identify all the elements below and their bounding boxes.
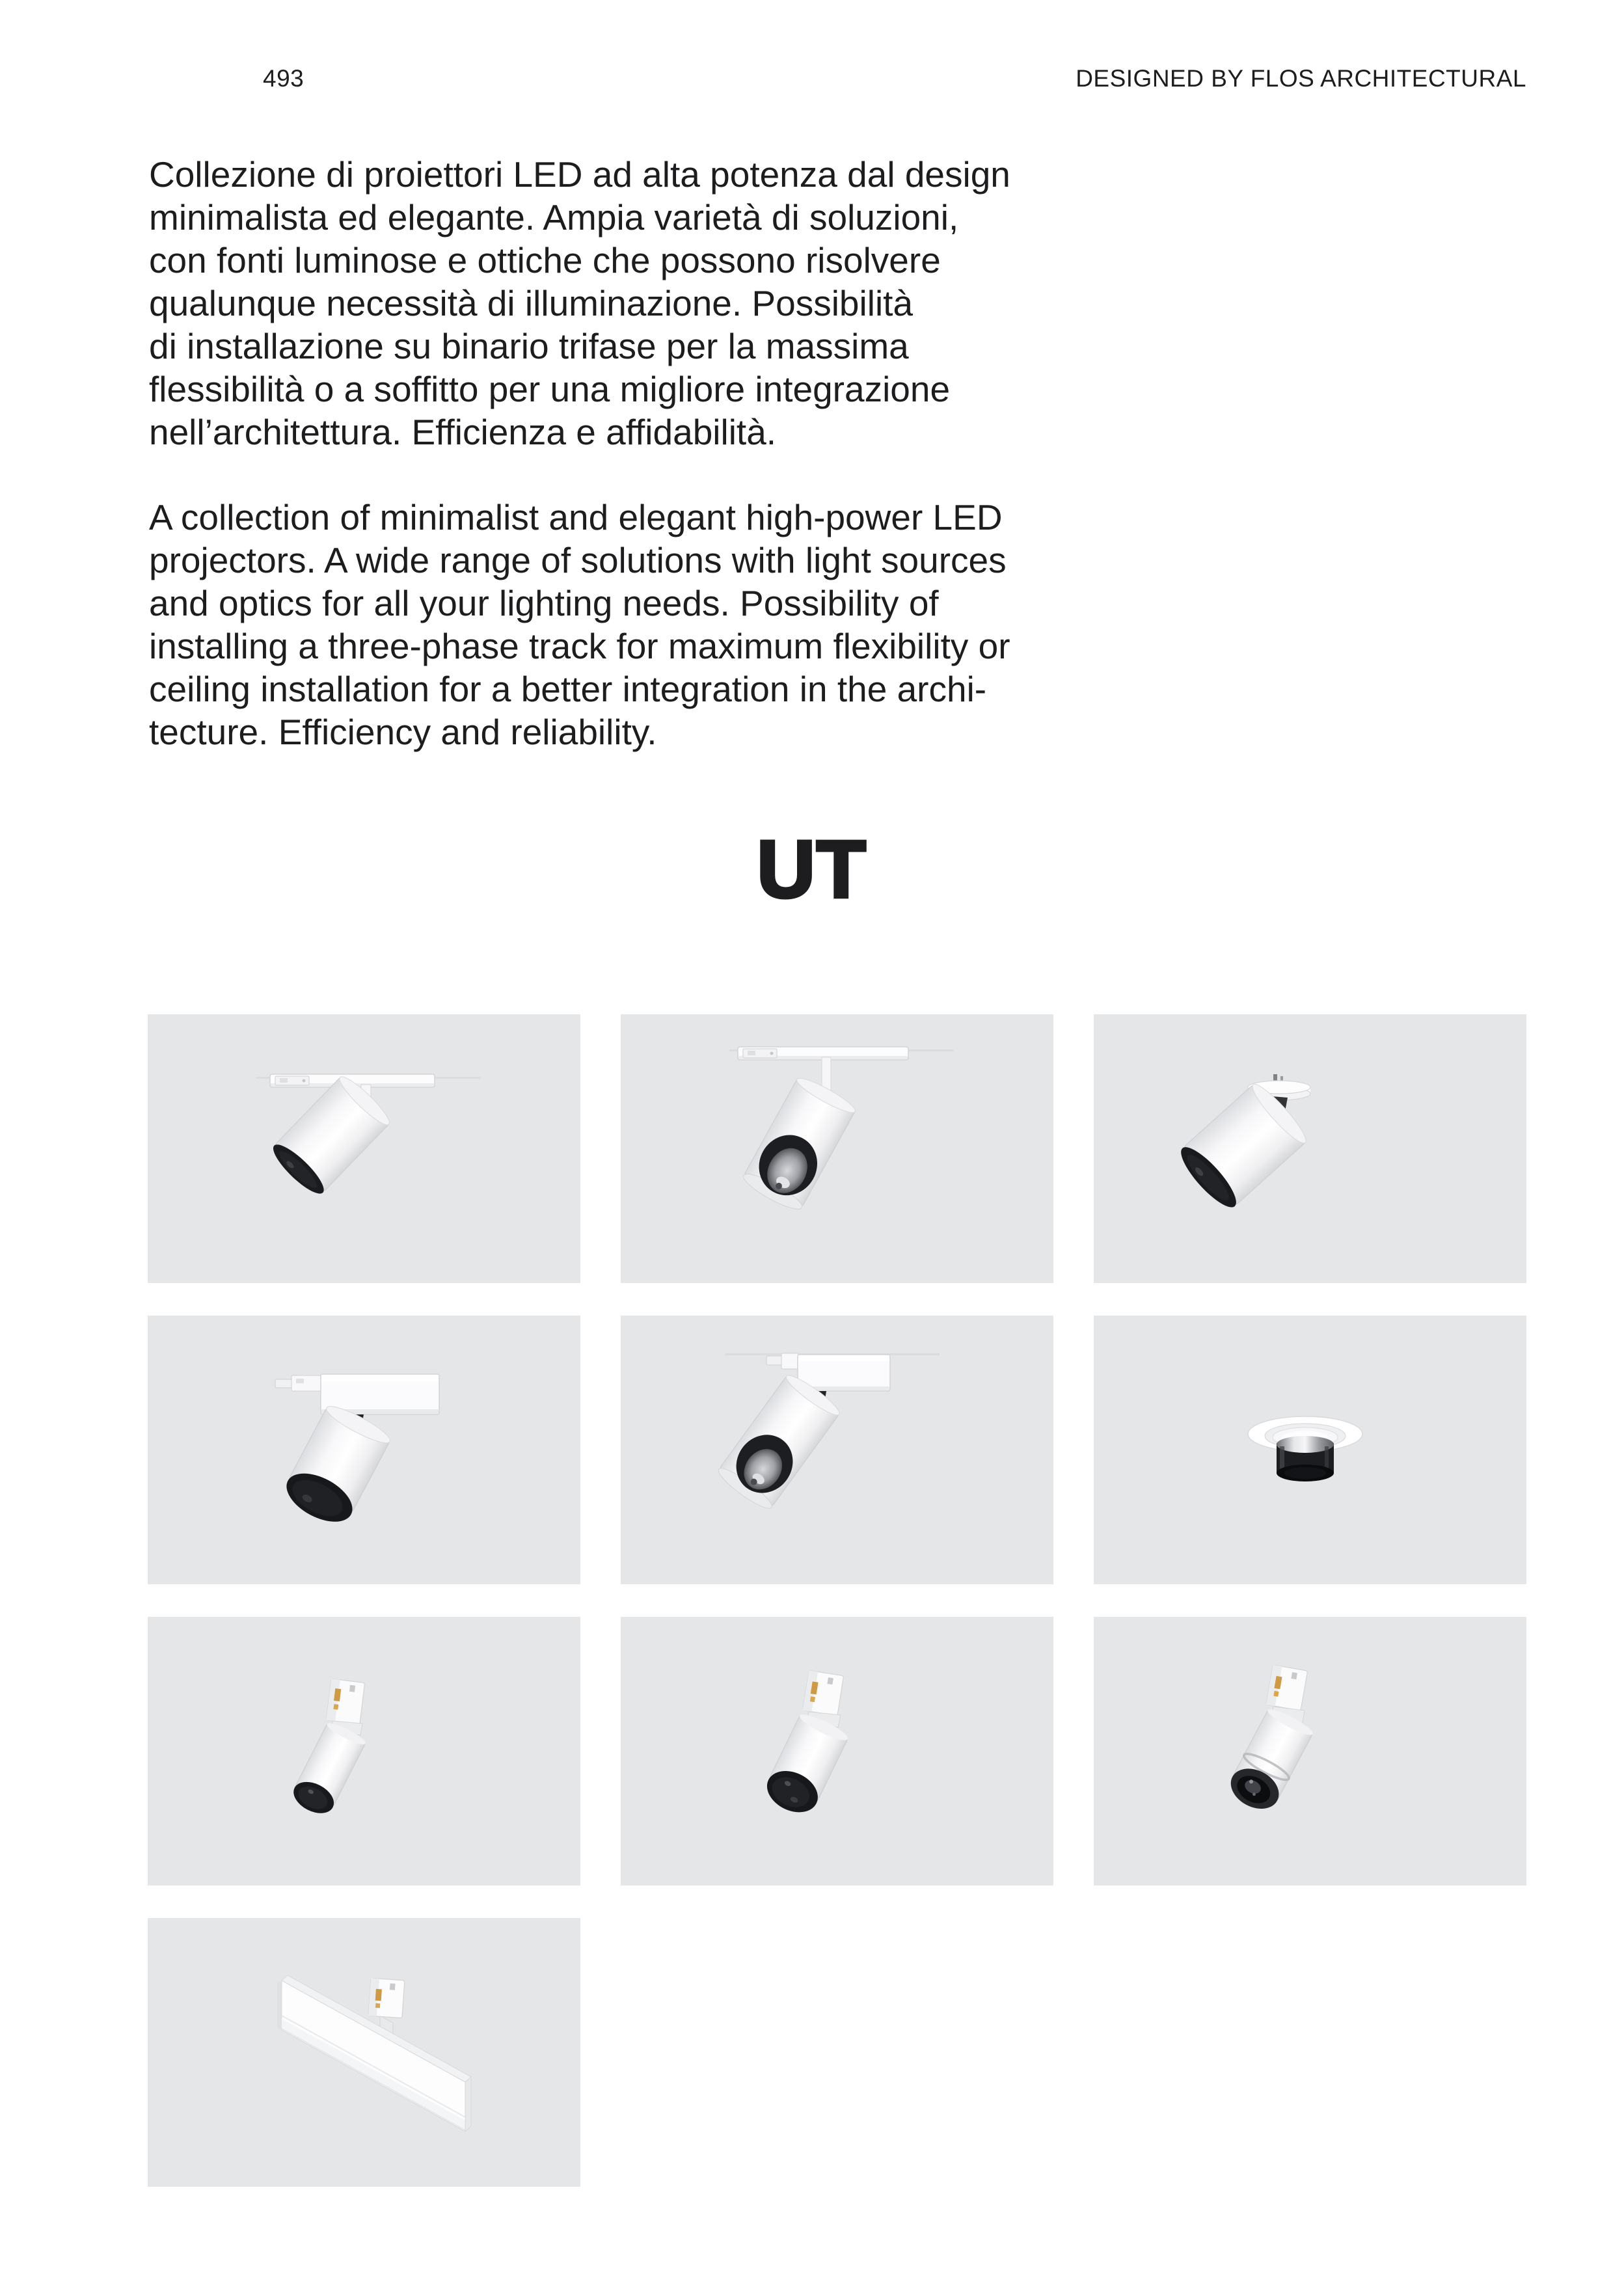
text-line: A collection of minimalist and elegant high-power LED — [149, 497, 1003, 537]
product-image-vertical-spot-lens — [1094, 1617, 1526, 1886]
product-image-vertical-spot — [621, 1617, 1053, 1886]
vertical-spot-lens-illustration — [1094, 1617, 1526, 1886]
vertical-mini-spot-illustration — [148, 1617, 580, 1886]
product-image-track-spot — [148, 1014, 580, 1283]
product-image-linear-module — [148, 1918, 580, 2187]
text-line: Collezione di proiettori LED ad alta potenza dal design — [149, 154, 1010, 195]
track-spot-driver-illustration — [148, 1316, 580, 1584]
header-designer: DESIGNED BY FLOS ARCHITECTURAL — [1076, 65, 1526, 92]
intro-paragraph-italian — [149, 153, 1190, 453]
text-line: di installazione su binario trifase per la massima — [149, 326, 909, 366]
ceiling-spot-illustration — [1094, 1014, 1526, 1283]
text-line: qualunque necessità di illuminazione. Possibilità — [149, 283, 914, 323]
intro-paragraph-english — [149, 496, 1190, 753]
recessed-downlight-illustration — [1094, 1316, 1526, 1584]
text-line: nell’architettura. Efficienza e affidabilità. — [149, 412, 777, 452]
product-image-vertical-mini-spot — [148, 1617, 580, 1886]
text-line: installing a three-phase track for maximum flexibility or — [149, 626, 1010, 666]
product-image-ceiling-spot — [1094, 1014, 1526, 1283]
text-line: tecture. Efficiency and reliability. — [149, 712, 657, 752]
product-image-track-spot-wallwash — [621, 1014, 1053, 1283]
product-image-track-spot-driver-wallwash — [621, 1316, 1053, 1584]
text-line: and optics for all your lighting needs. Possibility of — [149, 583, 939, 623]
linear-module-illustration — [148, 1918, 580, 2187]
text-line: flessibilità o a soffitto per una migliore integrazione — [149, 369, 951, 409]
product-image-track-spot-driver — [148, 1316, 580, 1584]
track-spot-illustration — [148, 1014, 580, 1283]
page-number: 493 — [263, 65, 304, 92]
product-title: UT — [757, 825, 867, 915]
track-spot-driver-wallwash-illustration — [621, 1316, 1053, 1584]
vertical-spot-illustration — [621, 1617, 1053, 1886]
text-line: ceiling installation for a better integration in the archi- — [149, 669, 987, 709]
text-line: con fonti luminose e ottiche che possono risolvere — [149, 240, 941, 280]
product-image-recessed-downlight — [1094, 1316, 1526, 1584]
text-line: minimalista ed elegante. Ampia varietà di soluzioni, — [149, 197, 959, 237]
text-line: projectors. A wide range of solutions with light sources — [149, 540, 1007, 580]
track-spot-wallwash-illustration — [621, 1014, 1053, 1283]
